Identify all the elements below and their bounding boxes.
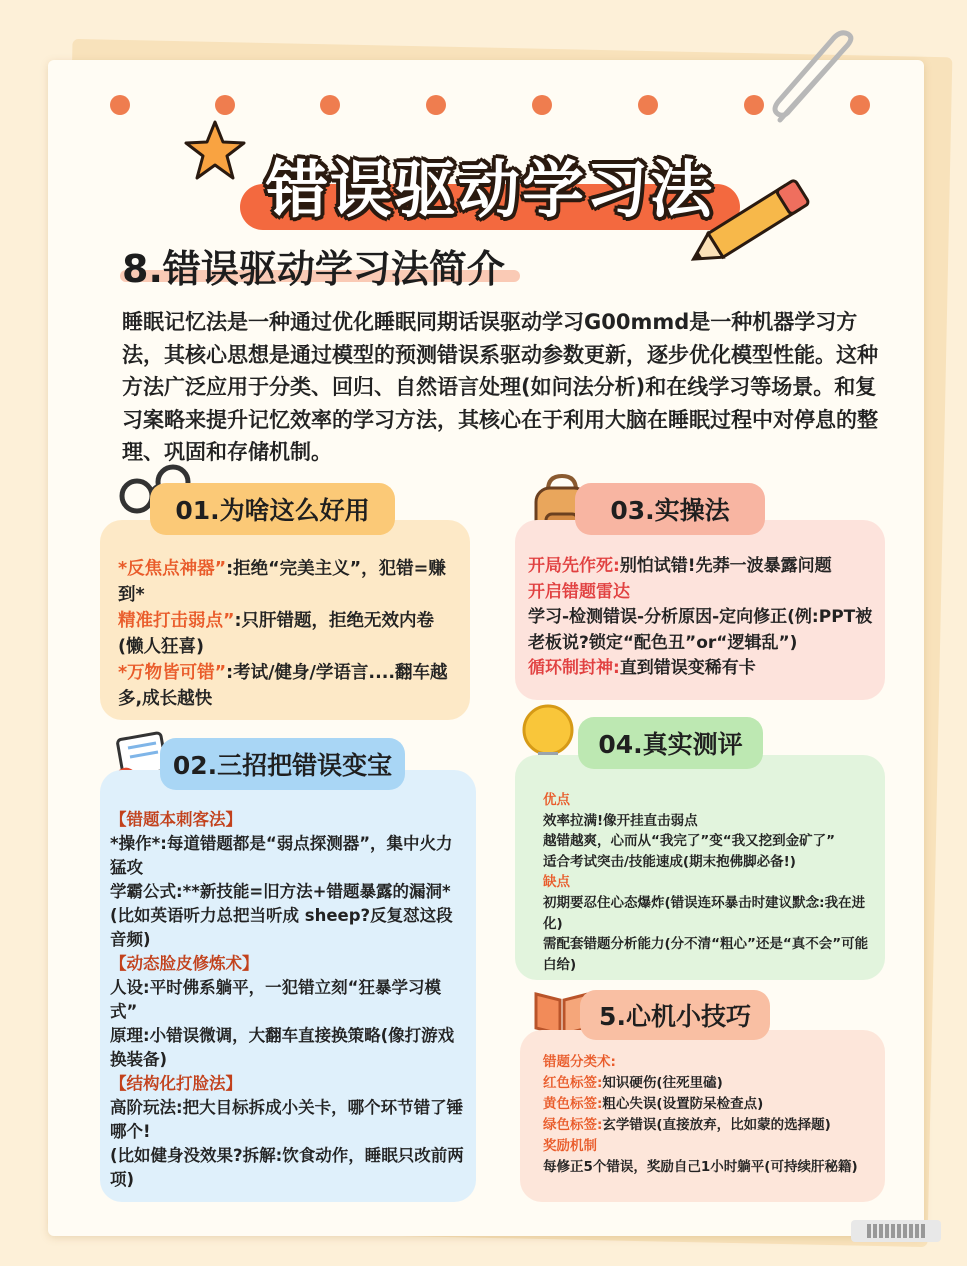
list-item: 循环制封神:直到错误变稀有卡 [528,658,756,678]
pros-label: 优点 [543,792,570,808]
list-item: (比如健身没效果?拆解:饮食动作，睡眠只改前两项) [110,1146,464,1189]
list-item: *反焦点神器”:拒绝“完美主义”，犯错=赚到* [118,559,446,605]
list-item: 原理:小错误微调，大翻车直接换策略(像打游戏换装备) [110,1026,455,1069]
list-item: (比如英语听力总把当听成 sheep?反复怼这段音频) [110,906,453,949]
list-item: 初期要忍住心态爆炸(错误连环暴击时建议默念:我在进化) [543,894,866,932]
list-item: 每修正5个错误，奖励自己1小时躺平(可持续肝秘籍) [543,1159,858,1175]
pencil-icon [680,175,820,275]
list-item: 红色标签:知识硬伤(往死里磕) [543,1075,723,1091]
list-item: *万物皆可错”:考试/健身/学语言....翻车越多,成长越快 [118,663,448,709]
list-item: 高阶玩法:把大目标拆成小关卡，哪个环节错了锤哪个! [110,1098,464,1141]
card-heading: 5.心机小技巧 [580,990,770,1040]
list-item: 开局先作死:别怕试错!先莽一波暴露问题 [528,556,832,576]
cons-label: 缺点 [543,874,570,891]
list-item: 效率拉满!像开挂直击弱点 [543,812,698,829]
intro-paragraph: 睡眠记忆法是一种通过优化睡眠同期话误驱动学习G00mmd是一种机器学习方法，其核心思想是通过模型的预测错误系驱动参数更新，逐步优化模型性能。这种方法广泛应用于分类、回归、自然语言处理(如问法分析)和在线学习等场景。和复习案略来提升记忆效率的学习方法，其核心在于利用大脑在睡眠过程中对停息的整理、巩固和存储机制。 [122,310,878,464]
binder-dot [638,95,658,115]
binder-dot [426,95,446,115]
section-title: 8.错误驱动学习法简介 [122,247,505,291]
card-body-why [118,556,453,712]
card-heading: 04.真实测评 [578,717,763,769]
tag-label: 【动态脸皮修炼术】 [110,954,259,973]
card-body-tricks [110,808,468,1192]
list-item: *操作*:每道错题都是“弱点探测器”，集中火力猛攻 [110,834,453,877]
list-item: 奖励机制 [543,1138,597,1154]
tag-label: 【错题本刺客法】 [110,810,242,829]
list-item: 绿色标签:玄学错误(直接放弃，比如蒙的选择题) [543,1117,831,1133]
card-heading: 02.三招把错误变宝 [160,738,405,790]
list-item: 学霸公式:**新技能=旧方法+错题暴露的漏洞* [110,882,451,901]
binder-dot [110,95,130,115]
tag-label: 【结构化打脸法】 [110,1074,242,1093]
paperclip-icon [760,30,870,130]
list-item: 开启错题雷达 [528,581,630,602]
card-body-review [543,790,873,975]
card-heading: 03.实操法 [575,483,765,535]
list-item: 越错越爽，心而从“我完了”变“我又挖到金矿了” [543,833,835,850]
tips-label: 错题分类术: [543,1054,616,1070]
binder-dot [215,95,235,115]
card-body-practice [528,554,878,682]
title-block [230,140,750,236]
list-item: 人设:平时佛系躺平，一犯错立刻“狂暴学习模式” [110,978,441,1021]
list-item: 学习-检测错误-分析原因-定向修正(例:PPT被老板说?锁定“配色丑”or“逻辑乱”) [528,607,873,653]
list-item: 精准打击弱点”:只肝错题，拒绝无效内卷(懒人狂喜) [118,611,435,657]
card-body-tips [543,1052,873,1178]
list-item: 黄色标签:粗心失误(设置防呆检查点) [543,1096,764,1112]
binder-dot [532,95,552,115]
list-item: 适合考试突击/技能速成(期末抱佛脚必备!) [543,853,796,870]
list-item: 需配套错题分析能力(分不清“粗心”还是“真不会”可能白给) [543,936,869,973]
binder-dot [320,95,340,115]
barcode-icon [851,1220,941,1242]
card-heading: 01.为啥这么好用 [150,483,395,535]
page-title: 错误驱动学习法 [265,153,714,226]
